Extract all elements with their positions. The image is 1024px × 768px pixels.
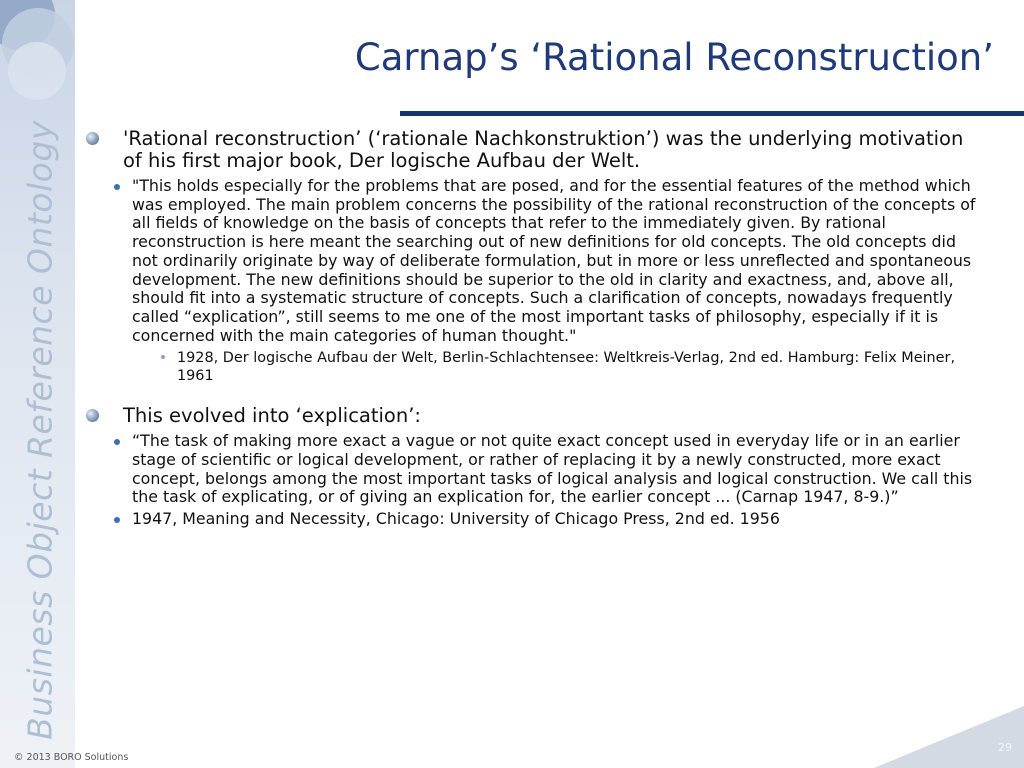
bullet-item xyxy=(86,128,986,172)
citation-text: 1928, Der logische Aufbau der Welt, Berlin-Schlachtensee: Weltkreis-Verlag, 2nd ed. Hamburg: Felix Meiner, 1961 xyxy=(177,350,956,385)
bullet-icon xyxy=(114,439,120,445)
bullet-icon xyxy=(114,517,120,523)
bullet-icon xyxy=(161,355,165,359)
bullet-text: This evolved into ‘explication’: xyxy=(123,404,421,428)
sidebar-band xyxy=(0,0,75,768)
bullet-icon xyxy=(114,184,120,190)
sub-bullet-item xyxy=(86,432,986,507)
sub-bullet-item xyxy=(86,510,986,529)
brand-vertical-text: Business Object Reference Ontology xyxy=(20,120,60,740)
corner-triangle xyxy=(874,706,1024,768)
bullet-icon xyxy=(86,132,99,145)
slide-title: Carnap’s ‘Rational Reconstruction’ xyxy=(354,36,994,79)
bullet-icon xyxy=(86,409,99,422)
copyright-footer: © 2013 BORO Solutions xyxy=(14,752,129,763)
page-number: 29 xyxy=(998,741,1012,754)
sub-bullet-item xyxy=(86,177,986,345)
slide-body xyxy=(86,128,986,529)
quote-text: “The task of making more exact a vague or not quite exact concept used in everyday life or in an earlier stage of scientific or logical development, or rather of replacing it by a newly constructed, more exact concept, belongs among the most important tasks of logical analysis and logical construction. We call this the task of explicating, or of giving an explication for, the earlier concept ... (Carnap 1947, 8-9.)” xyxy=(132,431,973,507)
sub-sub-bullet-item xyxy=(86,349,986,385)
quote-text: "This holds especially for the problems that are posed, and for the essential features of the method which was employed. The main problem concerns the possibility of the rational reconstruction of the concepts of all fields of knowledge on the basis of concepts that refer to the immediately given. By rational reconstruction is here meant the searching out of new definitions for old concepts. The old concepts did not ordinarily originate by way of deliberate formulation, but in more or less unreflected and spontaneous development. The new definitions should be superior to the old in clarity and exactness, and, above all, should fit into a systematic structure of concepts. Such a clarification of concepts, nowadays frequently called “explication”, still seems to me one of the most important tasks of philosophy, especially if it is concerned with the main categories of human thought." xyxy=(132,176,976,345)
decorative-circles xyxy=(0,0,80,110)
bullet-text: 'Rational reconstruction’ (‘rationale Nachkonstruktion’) was the underlying motivation of his first major book, Der logische Aufbau der Welt. xyxy=(123,127,964,172)
circle-shape xyxy=(8,42,66,100)
title-underline xyxy=(400,111,1024,116)
bullet-item xyxy=(86,405,986,427)
citation-text: 1947, Meaning and Necessity, Chicago: University of Chicago Press, 2nd ed. 1956 xyxy=(132,509,780,529)
